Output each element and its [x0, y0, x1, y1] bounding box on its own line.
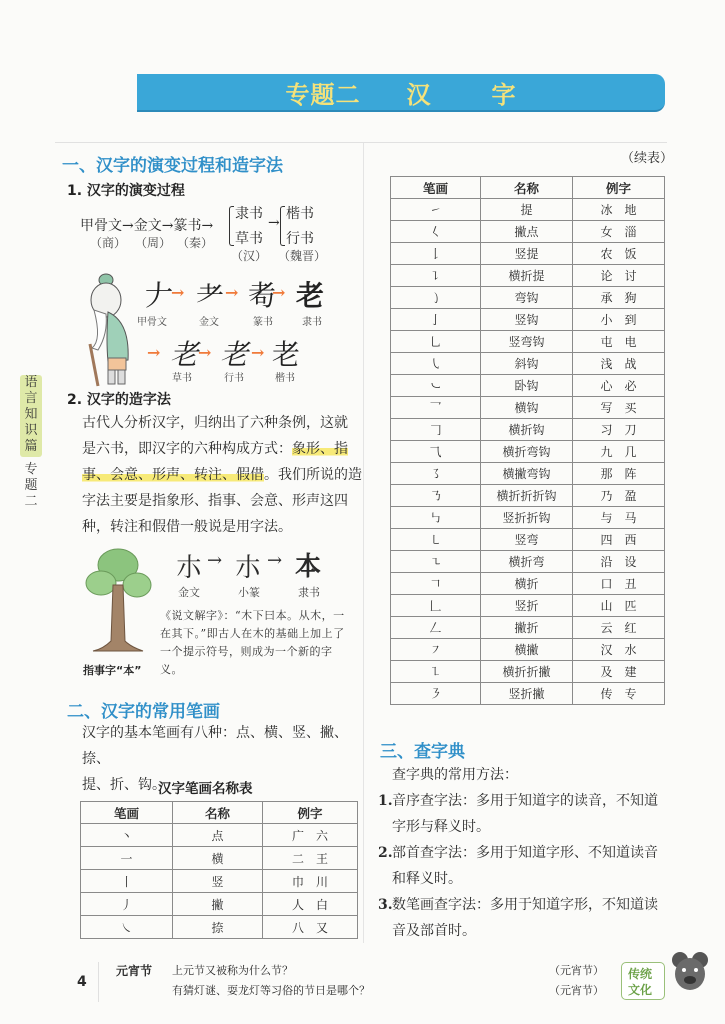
table-row — [391, 353, 665, 375]
section-heading-3: 三、查字典 — [380, 742, 465, 762]
table-header-row — [391, 177, 665, 199]
table-row — [391, 683, 665, 705]
glyph-label: 小篆 — [238, 586, 260, 599]
glyph-clerical-lao: 老 — [296, 279, 325, 312]
stroke-name: 斜钩 — [481, 353, 573, 375]
list-number: 2. — [378, 845, 393, 861]
banner-title-mid: 汉 — [406, 80, 432, 109]
table-row — [391, 573, 665, 595]
brace-icon — [280, 206, 285, 246]
glyph-cursive-lao: 老 — [170, 338, 199, 371]
table-row — [391, 661, 665, 683]
list-line: 字形与释义时。 — [392, 819, 490, 835]
glyph-label: 隶书 — [298, 586, 320, 599]
old-man-illustration — [78, 270, 136, 388]
list-line: 音序查字法：多用于知道字的读音，不知道 — [392, 793, 658, 809]
arrow-icon: → — [251, 343, 265, 362]
para-line: 事、会意、形声、转注、假借。我们所说的造 — [82, 467, 362, 483]
stroke-examples: 八又 — [263, 916, 358, 939]
table-row — [391, 243, 665, 265]
table-row — [391, 221, 665, 243]
stroke-glyph: 𠃍 — [391, 573, 481, 595]
table-row — [391, 397, 665, 419]
topic-banner — [137, 74, 665, 112]
col-stroke: 笔画 — [391, 177, 481, 199]
stroke-name: 横折折折钩 — [481, 485, 573, 507]
glyph-seal-lao: 耇 — [248, 279, 277, 312]
script-regular: 楷书 — [286, 206, 314, 222]
list-line: 数笔画查字法：多用于知道字形，不知道读 — [392, 897, 658, 913]
list-line: 音及部首时。 — [392, 923, 476, 939]
list-item — [378, 788, 668, 840]
stroke-glyph: 丨 — [81, 870, 173, 893]
table-header-row — [81, 802, 358, 824]
stroke-name: 点 — [173, 824, 263, 847]
stroke-glyph: 𠃊 — [391, 595, 481, 617]
list-line: 和释义时。 — [392, 871, 462, 887]
stroke-name: 横 — [173, 847, 263, 870]
table-row — [391, 331, 665, 353]
stroke-examples: 女淄 — [573, 221, 665, 243]
table-row — [391, 507, 665, 529]
arrow-icon: → — [267, 550, 283, 571]
stroke-name: 横折折撇 — [481, 661, 573, 683]
table-row — [391, 551, 665, 573]
tree-illustration — [83, 545, 153, 655]
stroke-glyph: 𡿨 — [391, 221, 481, 243]
stroke-glyph: ㇇ — [391, 639, 481, 661]
stroke-examples: 云红 — [573, 617, 665, 639]
stroke-examples: 广六 — [263, 824, 358, 847]
table-row — [81, 824, 358, 847]
stroke-name: 横折弯 — [481, 551, 573, 573]
script-clerical: 隶书 — [235, 206, 263, 222]
para-line: 种，转注和假借一般说是用字法。 — [82, 519, 292, 535]
arrow-icon: → — [272, 283, 286, 302]
table-row — [81, 870, 358, 893]
stroke-name: 横折钩 — [481, 419, 573, 441]
stroke-glyph: 一 — [81, 847, 173, 870]
stroke-name: 竖弯钩 — [481, 331, 573, 353]
stroke-examples: 屯电 — [573, 331, 665, 353]
banner-title-left: 专题二 — [285, 80, 361, 109]
era-han: （汉） — [231, 249, 268, 263]
stroke-glyph: ㇂ — [391, 353, 481, 375]
stroke-glyph: ㇊ — [391, 265, 481, 287]
table-row — [391, 265, 665, 287]
stroke-examples: 那阵 — [573, 463, 665, 485]
stroke-examples: 写买 — [573, 397, 665, 419]
glyph-label: 草书 — [172, 373, 192, 384]
stroke-examples: 二王 — [263, 847, 358, 870]
stroke-name: 弯钩 — [481, 287, 573, 309]
stroke-glyph: ⺄ — [391, 441, 481, 463]
stroke-glyph: ㇄ — [391, 529, 481, 551]
table-row — [81, 893, 358, 916]
stroke-name: 竖折 — [481, 595, 573, 617]
list-item — [378, 892, 668, 944]
highlight: 象形、指 — [292, 441, 348, 457]
stroke-examples: 农饭 — [573, 243, 665, 265]
col-name: 名称 — [173, 802, 263, 824]
stroke-name: 竖弯 — [481, 529, 573, 551]
para-line: 古代人分析汉字，归纳出了六种条例，这就 — [82, 415, 348, 431]
subheading-evolution: 1. 汉字的演变过程 — [67, 183, 185, 199]
footer-answer-1: （元宵节） — [549, 964, 604, 977]
stroke-name: 撇点 — [481, 221, 573, 243]
stroke-examples: 乃盈 — [573, 485, 665, 507]
stroke-glyph: ㇀ — [391, 199, 481, 221]
stroke-glyph: 亅 — [391, 309, 481, 331]
stroke-glyph: 乚 — [391, 331, 481, 353]
six-scripts-paragraph — [82, 410, 362, 540]
glyph-label: 楷书 — [275, 373, 295, 384]
koala-mascot-icon — [670, 950, 710, 994]
section-heading-2: 二、汉字的常用笔画 — [67, 702, 220, 722]
era-zhou: （周） — [135, 236, 172, 250]
arrow-icon: → — [225, 283, 239, 302]
glyph-bronze-lao: 耂 — [196, 279, 225, 312]
stroke-name: 竖折折钩 — [481, 507, 573, 529]
stroke-glyph: ㇋ — [391, 683, 481, 705]
side-tab-topic — [20, 462, 42, 510]
stroke-examples: 九几 — [573, 441, 665, 463]
stroke-examples: 四西 — [573, 529, 665, 551]
table-row — [391, 199, 665, 221]
stroke-name: 横钩 — [481, 397, 573, 419]
stroke-examples: 与马 — [573, 507, 665, 529]
table-row — [391, 287, 665, 309]
list-number: 1. — [378, 793, 393, 809]
stroke-glyph: ㇡ — [391, 485, 481, 507]
side-topic-label: 专 题 二 — [24, 462, 38, 509]
stroke-examples: 论讨 — [573, 265, 665, 287]
stroke-name: 竖折撇 — [481, 683, 573, 705]
shuowen-quote: 《说文解字》：“木下曰本。从木，一在其下。”即古人在木的基础上加上了一个提示符号，则成为一个新的字义。 — [160, 609, 345, 676]
table-row — [391, 441, 665, 463]
stroke-name: 撇 — [173, 893, 263, 916]
glyph-running-lao: 老 — [220, 338, 249, 371]
arrow-icon: → — [147, 343, 161, 362]
table-row — [391, 485, 665, 507]
glyph-oracle-lao: 𠂇 — [145, 279, 174, 312]
stroke-glyph: 𠃌 — [391, 419, 481, 441]
stroke-name: 竖 — [173, 870, 263, 893]
list-number: 3. — [378, 897, 393, 913]
footer-label: 元宵节 — [116, 964, 153, 978]
table-row — [391, 463, 665, 485]
script-seal: 篆书 — [173, 218, 202, 234]
stroke-glyph: ㇉ — [391, 507, 481, 529]
stroke-examples: 传专 — [573, 683, 665, 705]
traditional-culture-badge — [621, 962, 665, 1000]
stroke-glyph: ㇃ — [391, 375, 481, 397]
brace-icon — [229, 206, 234, 246]
stroke-examples: 山匹 — [573, 595, 665, 617]
arrow-icon: → — [171, 283, 185, 302]
stroke-name: 横折 — [481, 573, 573, 595]
stroke-examples: 人白 — [263, 893, 358, 916]
stroke-examples: 浅战 — [573, 353, 665, 375]
section-heading-1: 一、汉字的演变过程和造字法 — [62, 156, 283, 176]
stroke-examples: 习刀 — [573, 419, 665, 441]
stroke-examples: 承狗 — [573, 287, 665, 309]
script-cursive: 草书 — [235, 231, 263, 247]
col-examples: 例字 — [263, 802, 358, 824]
glyph-seal-ben: 朩 — [235, 553, 262, 583]
tree-caption: 指事字“本” — [83, 664, 142, 677]
banner-title-right: 字 — [491, 80, 517, 109]
era-qin: （秦） — [177, 236, 214, 250]
stroke-name: 横撇 — [481, 639, 573, 661]
footer-answer-2: （元宵节） — [549, 984, 604, 997]
stroke-glyph: ㇅ — [391, 661, 481, 683]
glyph-regular-lao: 老 — [272, 338, 301, 371]
stroke-glyph: 丿 — [81, 893, 173, 916]
stroke-name: 竖提 — [481, 243, 573, 265]
col-stroke: 笔画 — [81, 802, 173, 824]
glyph-label: 隶书 — [302, 317, 322, 328]
stroke-name: 撇折 — [481, 617, 573, 639]
side-tab-section — [20, 375, 42, 457]
stroke-examples: 汉水 — [573, 639, 665, 661]
table-row — [81, 916, 358, 939]
stroke-glyph: 𠃋 — [391, 617, 481, 639]
badge-line: 传统 — [628, 967, 653, 981]
glyph-label: 篆书 — [253, 317, 273, 328]
glyph-label: 金文 — [199, 317, 219, 328]
glyph-bronze-ben: 朩 — [176, 553, 203, 583]
stroke-name: 卧钩 — [481, 375, 573, 397]
script-oracle: 甲骨文 — [80, 218, 122, 234]
script-bronze: 金文 — [133, 218, 162, 234]
stroke-glyph: 𠄌 — [391, 243, 481, 265]
table-row — [391, 309, 665, 331]
glyph-clerical-ben: 本 — [295, 552, 322, 582]
glyph-label: 金文 — [178, 586, 200, 599]
stroke-glyph: ㇁ — [391, 287, 481, 309]
era-weijin: （魏晋） — [278, 249, 327, 263]
col-examples: 例字 — [573, 177, 665, 199]
para-line: 字法主要是指象形、指事、会意、形声这四 — [82, 493, 348, 509]
footer-question-2: 有猜灯谜、耍龙灯等习俗的节日是哪个？ — [172, 984, 370, 997]
footer-question-1: 上元节又被称为什么节？ — [172, 964, 293, 977]
arrow-icon: → — [198, 343, 212, 362]
arrow-icon: → — [207, 550, 223, 571]
stroke-examples: 心必 — [573, 375, 665, 397]
stroke-examples: 及建 — [573, 661, 665, 683]
stroke-name: 横撇弯钩 — [481, 463, 573, 485]
stroke-glyph: ㇌ — [391, 463, 481, 485]
glyph-label: 行书 — [224, 373, 244, 384]
stroke-examples: 沿设 — [573, 551, 665, 573]
table-row — [391, 617, 665, 639]
list-line: 部首查字法：多用于知道字形、不知道读音 — [392, 845, 658, 861]
page-number: 4 — [77, 974, 87, 990]
stroke-examples: 巾川 — [263, 870, 358, 893]
stroke-glyph: 乛 — [391, 397, 481, 419]
arrow-icon: → — [268, 215, 280, 231]
highlight: 事、会意、形声、转注、假借 — [82, 467, 264, 483]
top-divider — [55, 142, 667, 143]
stroke-glyph: ㇏ — [81, 916, 173, 939]
table-row — [81, 847, 358, 870]
table-row — [391, 529, 665, 551]
stroke-examples: 小到 — [573, 309, 665, 331]
stroke-name: 捺 — [173, 916, 263, 939]
table-row — [391, 375, 665, 397]
continued-note: （续表） — [621, 151, 674, 166]
side-tab-label: 语 言 知 识 篇 — [24, 375, 38, 454]
stroke-name: 横折提 — [481, 265, 573, 287]
stroke-name: 横折弯钩 — [481, 441, 573, 463]
col-name: 名称 — [481, 177, 573, 199]
stroke-table — [80, 801, 358, 939]
arrow-icon: → — [161, 218, 174, 234]
badge-line: 文化 — [628, 983, 653, 997]
stroke-table-title: 汉字笔画名称表 — [158, 781, 253, 797]
arrow-icon: → — [201, 218, 214, 234]
dictionary-intro: 查字典的常用方法： — [392, 767, 518, 783]
table-row — [391, 595, 665, 617]
subheading-formation: 2. 汉字的造字法 — [67, 392, 171, 408]
glyph-label: 甲骨文 — [137, 317, 167, 328]
dictionary-methods-list — [378, 788, 668, 944]
list-item — [378, 840, 668, 892]
column-divider — [363, 143, 364, 943]
table-row — [391, 419, 665, 441]
stroke-glyph: ㇍ — [391, 551, 481, 573]
stroke-examples: 冰地 — [573, 199, 665, 221]
para-line: 是六书，即汉字的六种构成方式：象形、指 — [82, 441, 348, 457]
stroke-table-continued — [390, 176, 665, 705]
stroke-glyph: 丶 — [81, 824, 173, 847]
stroke-name: 提 — [481, 199, 573, 221]
footer-divider — [98, 962, 99, 1002]
para-line: 提、折、钩。 — [82, 777, 166, 793]
stroke-name: 竖钩 — [481, 309, 573, 331]
script-running: 行书 — [286, 231, 314, 247]
era-shang: （商） — [90, 236, 127, 250]
para-line: 汉字的基本笔画有八种：点、横、竖、撇、捺、 — [82, 725, 348, 767]
stroke-examples: 口丑 — [573, 573, 665, 595]
arrow-icon: → — [122, 218, 134, 234]
table-row — [391, 639, 665, 661]
